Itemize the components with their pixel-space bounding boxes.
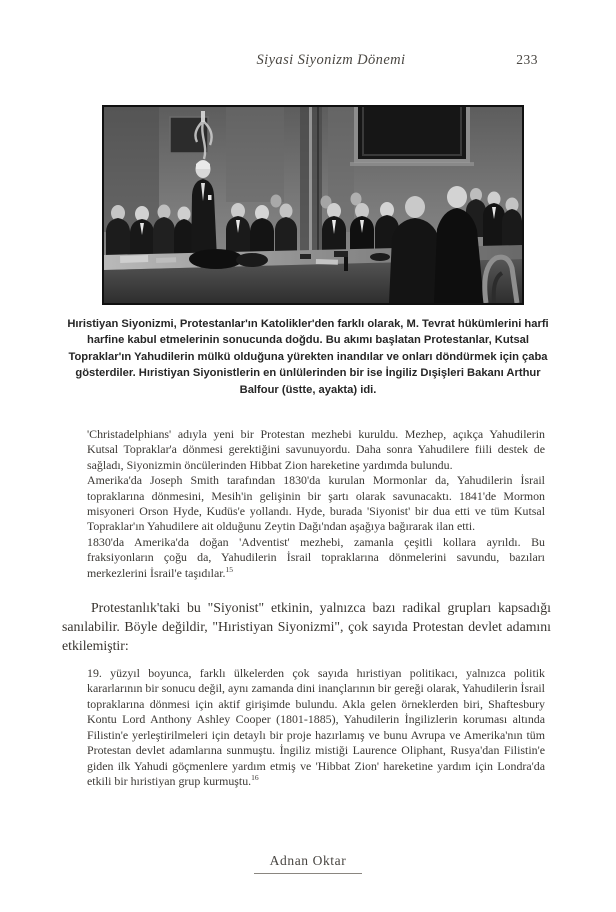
page-header [62, 52, 552, 72]
running-title: Siyasi Siyonizm Dönemi [256, 52, 406, 68]
paragraph-text: 1830'da Amerika'da doğan 'Adventist' mezhebi, zamanla çeşitli kollara ayrıldı. Bu fraksiyonların çoğu da, Yahudilerin İsrail topraklarına dönmelerini savundu, bazıları merkezlerini İsrail'e taşıdılar. [87, 534, 545, 580]
quote-paragraph [87, 473, 545, 535]
conference-photo [104, 107, 522, 303]
author-name: Adnan Oktar [254, 853, 363, 874]
quote-paragraph [87, 666, 545, 789]
quote-block [87, 427, 545, 581]
page-footer [0, 852, 616, 874]
paragraph-text: Amerika'da Joseph Smith tarafından 1830'da kurulan Mormonlar da, Yahudilerin İsrail topraklarına dönmesini, Mesih'in gelişinin bir şartı olarak savunacaktı. 1841'de Mormon misyoneri Orson Hyde, Kudüs'e yollandı. Hyde, burada 'Siyonist' bir dua etti ve tüm Kutsal Topraklar'ın Yahudilere ait olduğunu Zeytin Dağı'ndan aşağıya bağırarak ilan etti. [87, 473, 545, 534]
page-number: 233 [516, 52, 538, 67]
footnote-marker: 15 [225, 564, 233, 574]
block-quote [87, 666, 545, 789]
paragraph-text: 'Christadelphians' adıyla yeni bir Protestan mezhebi kuruldu. Mezhep, açıkça Yahudilerin Kutsal Topraklar'a dönmesi gerektiğini savunuyordu. Daha sonra Yahudilere fiili destek de sağladı, Siyonizmin öncülerinden Hibbat Zion hareketine yardımda bulundu. [87, 427, 545, 472]
photo-caption: Hıristiyan Siyonizmi, Protestanlar'ın Katolikler'den farklı olarak, M. Tevrat hükümlerini harfi harfine kabul etmelerinin sonucunda doğdu. Bu akımı başlatan Protestanlar, Kutsal Topraklar'ın Yahudilerin mülkü olduğuna yürekten inandılar ve onları döndürmek için çaba gösterdiler. Hıristiyan Siyonistlerin en ünlülerinden bir ise İngiliz Dışişleri Bakanı Arthur Balfour (üstte, ayakta) idi. [67, 318, 549, 396]
main-paragraph: Protestanlık'taki bu "Siyonist" etkinin, yalnızca bazı radikal grupları kapsadığı sanılabilir. Böyle değildir, "Hıristiyan Siyonizmi", çok sayıda Protestan devlet adamını etkilemiştir: [62, 600, 551, 654]
framed-painting [356, 107, 468, 161]
conference-photo-illustration [104, 107, 522, 303]
quote-paragraph [87, 427, 545, 473]
paragraph-text: 19. yüzyıl boyunca, farklı ülkelerden çok sayıda hıristiyan politikacı, yalnızca politik kararlarının bir sonucu değil, aynı zamanda dini inançlarının bir gereği olarak, Yahudilerin İsrail topraklarına dönmesi için aktif girişimde bulundu. Akla gelen örneklerden biri, Shaftesbury Kontu Lord Anthony Ashley Cooper (1801-1885), Yahudilerin İngilizlerin koruması altında Filistin'e yerleştirilmeleri için detaylı bir proje hazırlamış ve bunu Avrupa ve Amerika'nın tüm Protestan devlet adamlarına sunmuştu. İngiliz mistiği Laurence Oliphant, Rusya'dan Filistin'e giden ilk Yahudi göçmenlere yardım etmiş ve 'Hibbat Zion' hareketine yardım için Londra'da etkili bir hıristiyan grup kurmuştu. [87, 666, 545, 788]
body-text [62, 427, 552, 789]
footnote-marker: 16 [251, 772, 259, 782]
quote-paragraph [87, 535, 545, 581]
